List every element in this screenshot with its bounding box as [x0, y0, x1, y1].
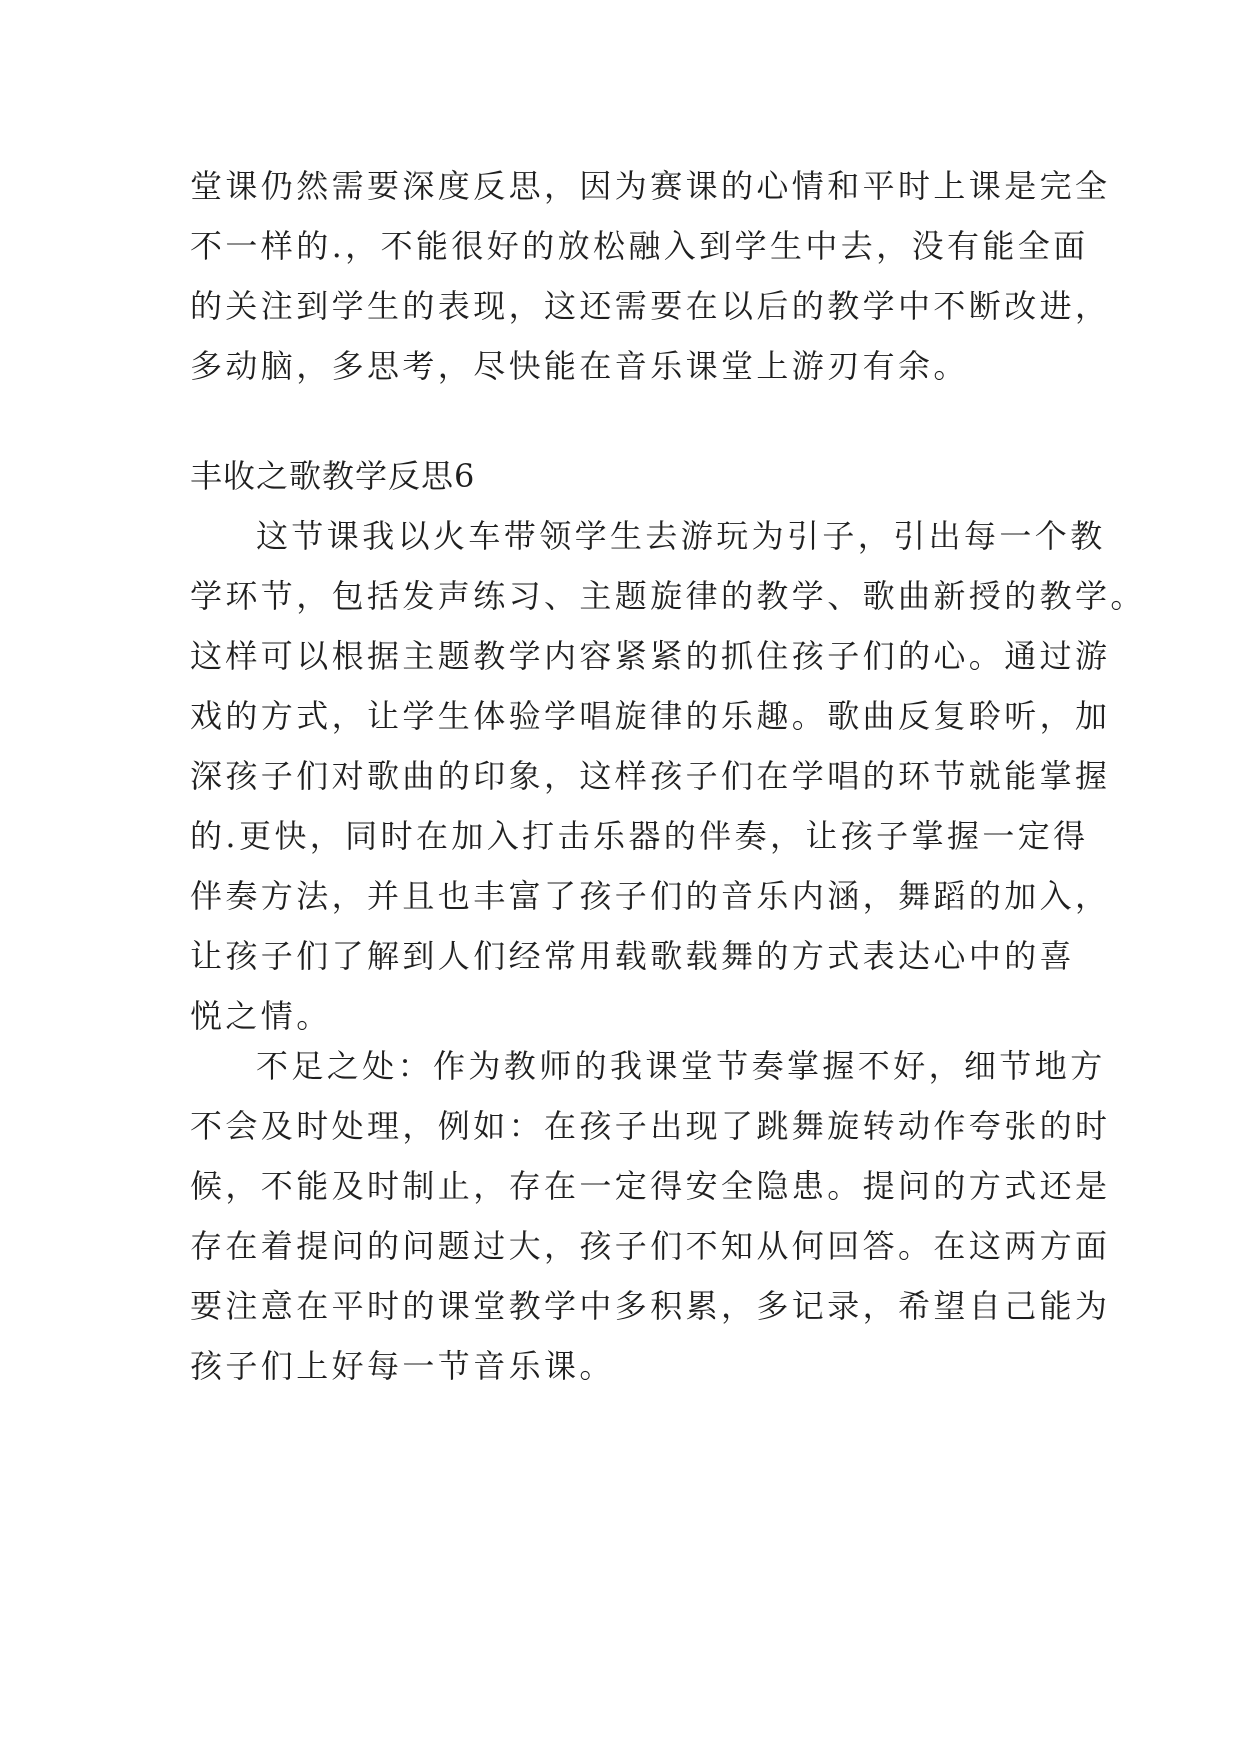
paragraph-line: 要注意在平时的课堂教学中多积累，多记录，希望自己能为	[190, 1287, 1111, 1325]
paragraph-line: 存在着提问的问题过大，孩子们不知从何回答。在这两方面	[190, 1227, 1111, 1265]
paragraph-line: 戏的方式，让学生体验学唱旋律的乐趣。歌曲反复聆听，加	[190, 697, 1111, 735]
paragraph-line: 的关注到学生的表现，这还需要在以后的教学中不断改进，	[190, 287, 1111, 325]
paragraph-line: 多动脑，多思考，尽快能在音乐课堂上游刃有余。	[190, 347, 969, 385]
paragraph-line: 这节课我以火车带领学生去游玩为引子，引出每一个教	[256, 517, 1106, 555]
paragraph-line: 孩子们上好每一节音乐课。	[190, 1347, 615, 1385]
paragraph-shortcomings	[190, 1036, 1111, 1396]
paragraph-line: 学环节，包括发声练习、主题旋律的教学、歌曲新授的教学。	[190, 577, 1146, 615]
paragraph-line: 让孩子们了解到人们经常用载歌载舞的方式表达心中的喜	[190, 937, 1076, 975]
section-heading: 丰收之歌教学反思6	[190, 457, 476, 495]
paragraph-line: 不会及时处理，例如：在孩子出现了跳舞旋转动作夸张的时	[190, 1107, 1111, 1145]
paragraph-line: 不一样的.，不能很好的放松融入到学生中去，没有能全面	[190, 227, 1089, 265]
paragraph-line: 深孩子们对歌曲的印象，这样孩子们在学唱的环节就能掌握	[190, 757, 1111, 795]
paragraph-line: 不足之处：作为教师的我课堂节奏掌握不好，细节地方	[256, 1047, 1106, 1085]
continued-paragraph	[190, 156, 1111, 396]
paragraph-line: 这样可以根据主题教学内容紧紧的抓住孩子们的心。通过游	[190, 637, 1111, 675]
paragraph-line: 伴奏方法，并且也丰富了孩子们的音乐内涵，舞蹈的加入，	[190, 877, 1111, 915]
paragraph-line: 候，不能及时制止，存在一定得安全隐患。提问的方式还是	[190, 1167, 1111, 1205]
paragraph-line: 悦之情。	[190, 997, 332, 1035]
paragraph-line: 堂课仍然需要深度反思，因为赛课的心情和平时上课是完全	[190, 167, 1111, 205]
paragraph-line: 的.更快，同时在加入打击乐器的伴奏，让孩子掌握一定得	[190, 817, 1089, 855]
paragraph-lesson-description	[190, 506, 1146, 1046]
